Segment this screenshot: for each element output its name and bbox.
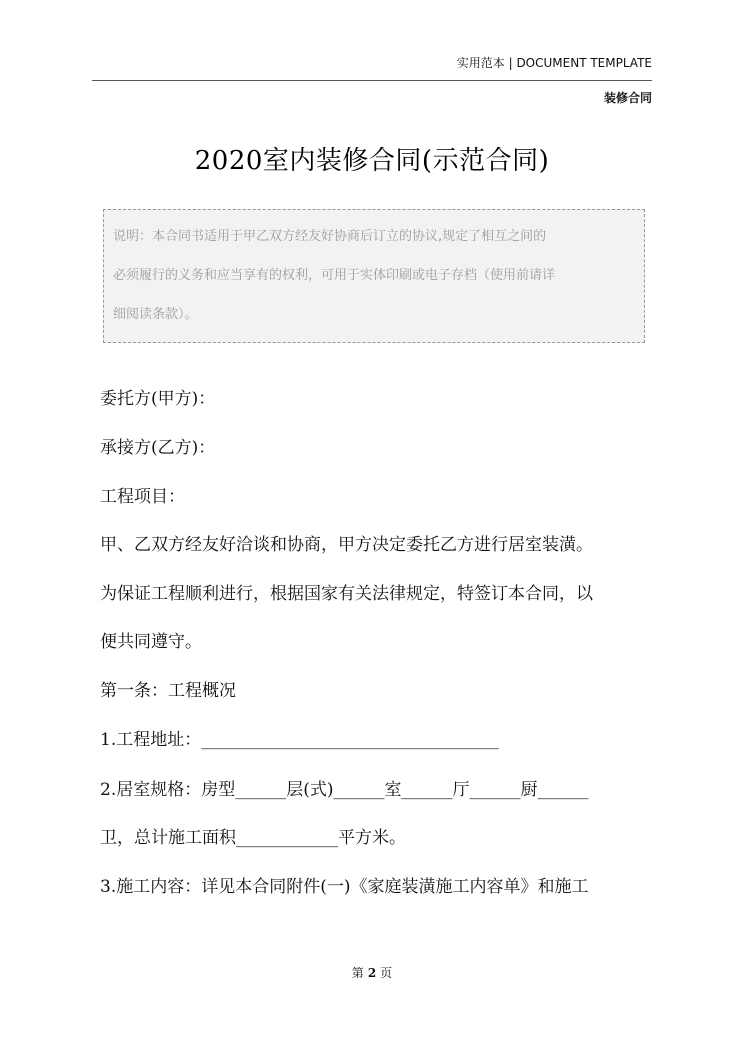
clause-content-line: 3.施工内容：详见本合同附件(一)《家庭装潢施工内容单》和施工 [100,877,589,897]
header-document-type: 装修合同 [603,91,652,105]
page-footer [0,964,744,981]
notice-line: 必须履行的义务和应当享有的权利，可用于实体印刷或电子存档（使用前请详 [113,268,556,283]
page-number: 2 [367,966,377,980]
project-line: 工程项目： [100,487,185,507]
header-divider [92,80,652,81]
article-heading: 第一条：工程概况 [100,681,236,701]
party-a-line: 委托方(甲方)： [100,389,216,409]
paragraph-line: 便共同遵守。 [100,632,202,652]
header-template-label: 实用范本 | DOCUMENT TEMPLATE [456,56,652,70]
clause-area-line: 卫，总计施工面积____________平方米。 [100,828,406,848]
notice-line: 说明：本合同书适用于甲乙双方经友好协商后订立的协议,规定了相互之间的 [113,229,547,244]
footer-suffix: 页 [380,966,393,980]
notice-box [103,209,645,343]
party-b-line: 承接方(乙方)： [100,438,216,458]
notice-line: 细阅读条款）。 [113,307,198,322]
clause-layout-line: 2.居室规格：房型______层(式)______室______厅______厨______ [100,780,589,800]
footer-prefix: 第 [351,966,364,980]
document-title: 2020室内装修合同(示范合同) [194,146,550,176]
clause-address-line: 1.工程地址：___________________________________ [100,730,499,750]
paragraph-line: 甲、乙双方经友好洽谈和协商，甲方决定委托乙方进行居室装潢。 [100,535,593,555]
paragraph-line: 为保证工程顺利进行，根据国家有关法律规定，特签订本合同，以 [100,584,593,604]
